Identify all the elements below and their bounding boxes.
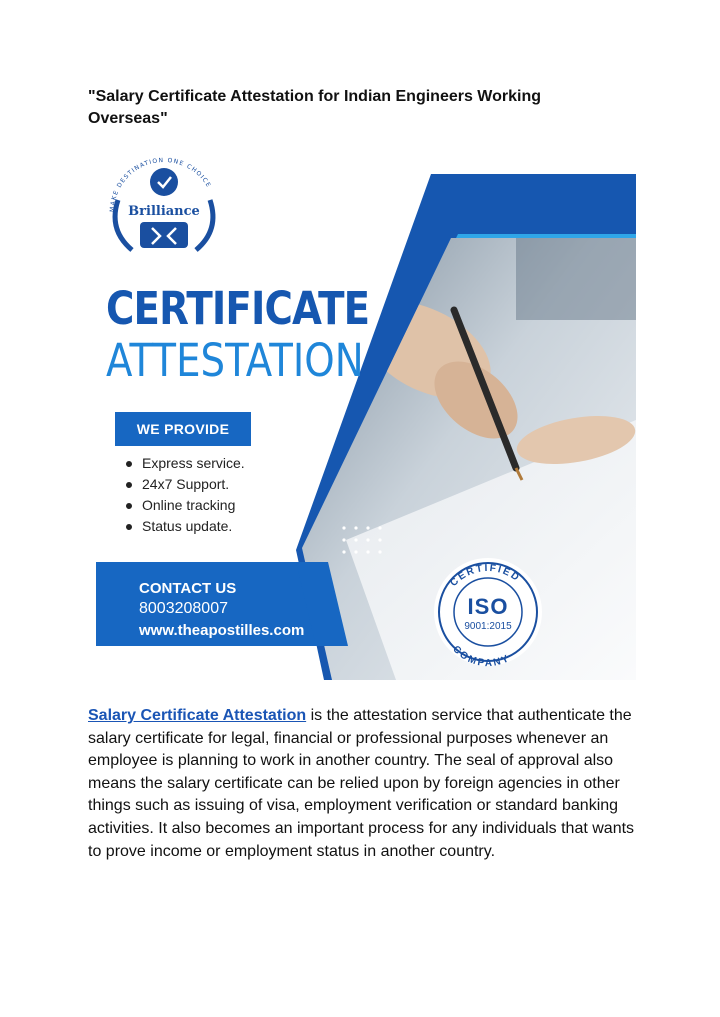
certificate-attestation-poster xyxy=(96,150,636,680)
body-paragraph xyxy=(88,705,636,863)
contact-us-label: CONTACT US xyxy=(139,580,237,597)
salary-attestation-link[interactable]: Salary Certificate Attestation xyxy=(88,707,307,724)
paragraph-text: is the attestation service that authenticate the salary certificate for legal, financial or professional purposes whenever an employee is planning to work in another country. The seal of approval also means the salary certificate can be relied upon by foreign agencies in other things such as issuing of visa, employment verification or standard banking activities. It also becomes an important process for any individuals that wants to prove income or employment status in another country. xyxy=(88,707,635,860)
heading-attestation: ATTESTATION xyxy=(106,334,364,387)
iso-mark: ISO xyxy=(467,594,509,619)
svg-text:COMPANY: COMPANY xyxy=(450,643,513,670)
document-title: "Salary Certificate Attestation for Indian Engineers Working Overseas" xyxy=(88,88,542,127)
service-item: Online tracking xyxy=(124,495,245,516)
service-item: Express service. xyxy=(124,453,245,474)
service-item: Status update. xyxy=(124,516,245,537)
we-provide-label: WE PROVIDE xyxy=(115,412,251,446)
badge-brand-name: Brilliance xyxy=(128,204,200,219)
iso-number: 9001:2015 xyxy=(464,621,512,632)
badge-arc-text: MAKE DESTINATION ONE CHOICE xyxy=(108,156,213,213)
contact-website: www.theapostilles.com xyxy=(139,622,305,639)
service-item: 24x7 Support. xyxy=(124,474,245,495)
services-list xyxy=(124,453,245,537)
svg-text:CERTIFIED: CERTIFIED xyxy=(448,562,523,589)
heading-certificate: CERTIFICATE xyxy=(106,282,370,335)
contact-phone: 8003208007 xyxy=(139,600,228,617)
